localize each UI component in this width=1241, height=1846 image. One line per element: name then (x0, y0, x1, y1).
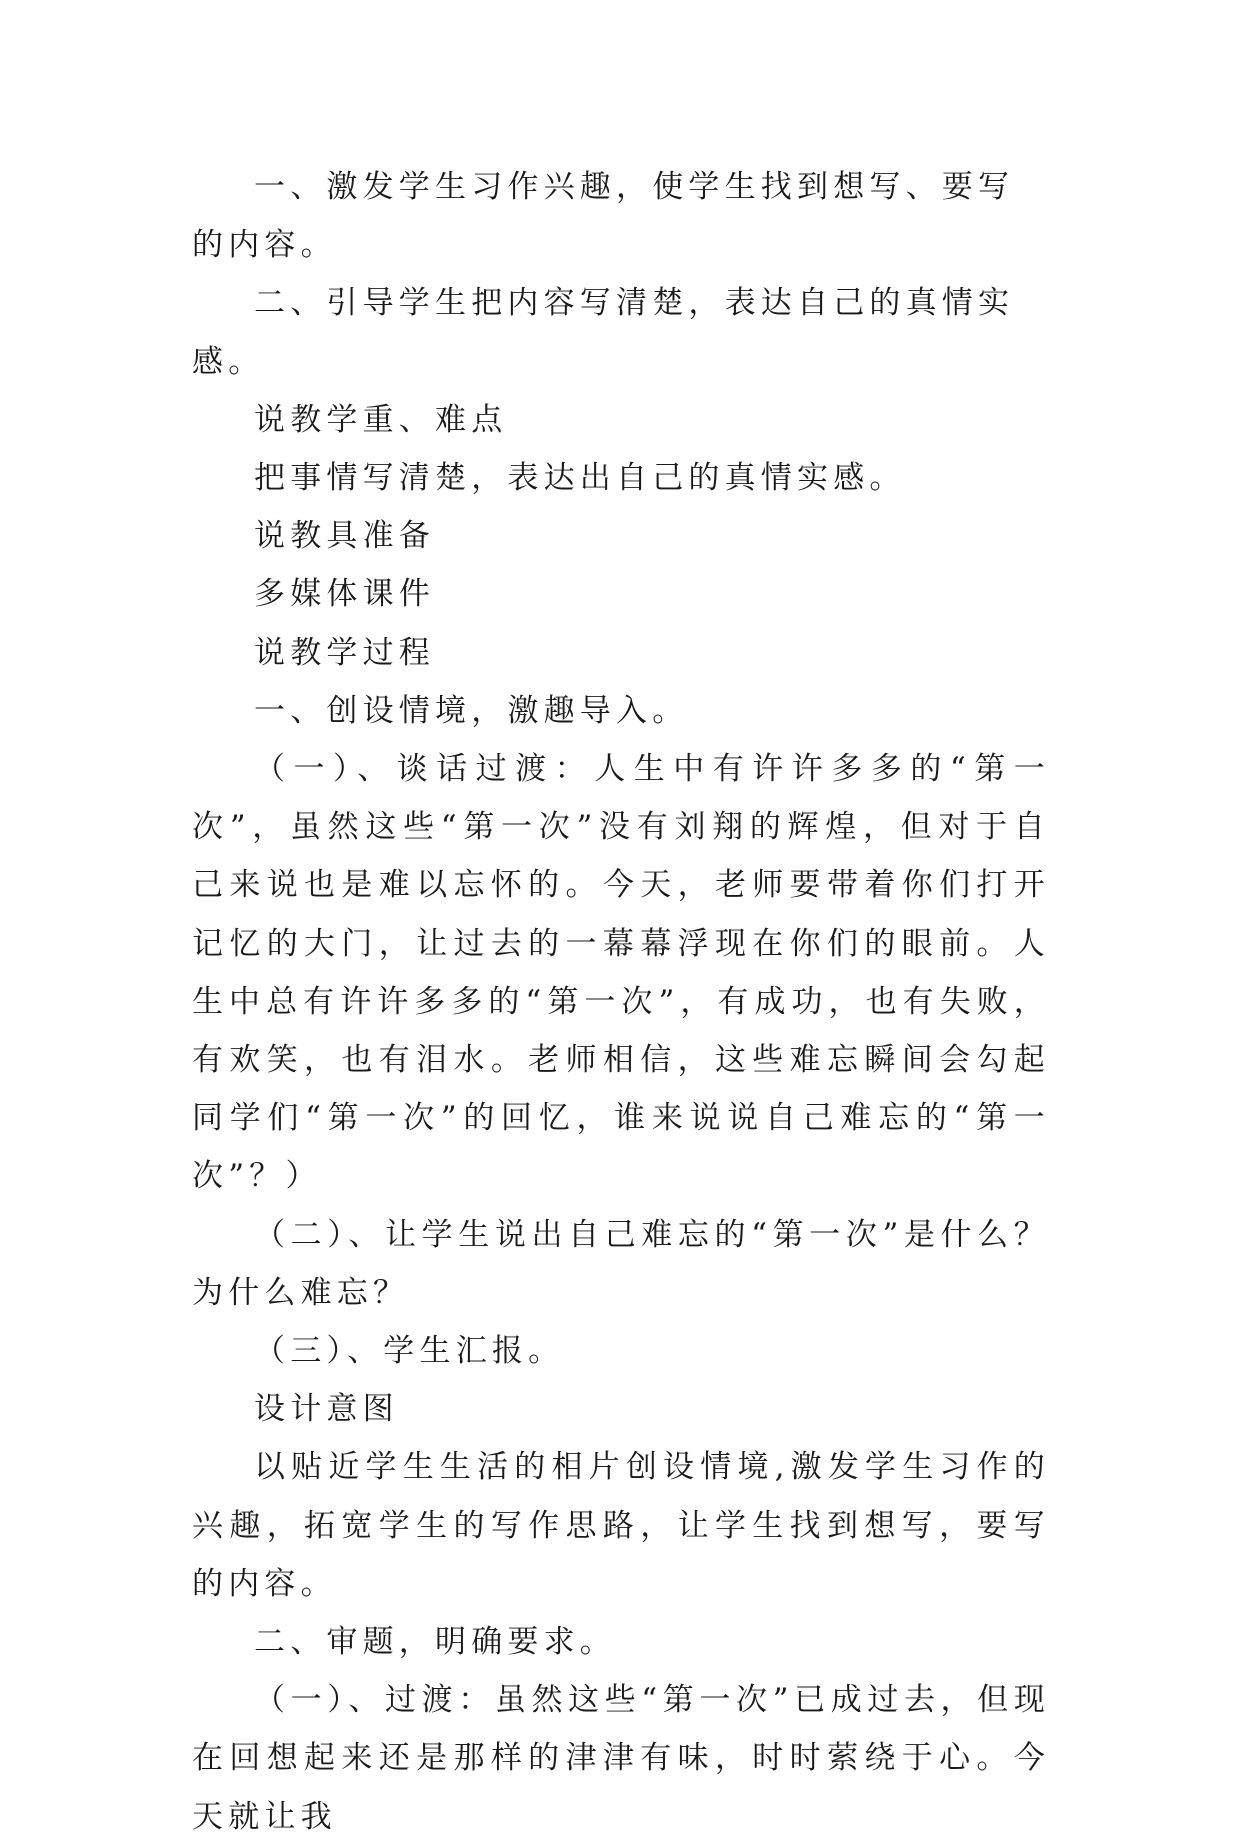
objective-2: 二、引导学生把内容写清楚，表达自己的真情实感。 (192, 285, 1015, 380)
key-points-text: 把事情写清楚，表达出自己的真情实感。 (254, 460, 906, 497)
process-step-1-part-3: （三）、学生汇报。 (254, 1333, 565, 1370)
heading-teaching-aids: 说教具准备 (254, 518, 435, 555)
process-step-2: 二、审题，明确要求。 (254, 1624, 616, 1661)
heading-key-points: 说教学重、难点 (254, 401, 508, 438)
process-step-1-part-1: （一）、谈话过渡：人生中有许许多多的“第一次”，虽然这些“第一次”没有刘翔的辉煌，但对于自己来说也是难以忘怀的。今天，老师要带着你们打开记忆的大门，让过去的一幕幕浮现在你们的眼前。人生中总有许许多多的“第一次”，有成功，也有失败，有欢笑，也有泪水。老师相信，这些难忘瞬间会勾起同学们“第一次”的回忆，谁来说说自己难忘的“第一次”？） (192, 751, 1050, 1195)
process-step-1: 一、创设情境，激趣导入。 (254, 692, 689, 729)
process-step-1-part-2: （二）、让学生说出自己难忘的“第一次”是什么？为什么难忘？ (192, 1216, 1050, 1311)
objective-1: 一、激发学生习作兴趣，使学生找到想写、要写的内容。 (192, 169, 1015, 264)
teaching-aids-text: 多媒体课件 (254, 576, 435, 613)
heading-design-intent: 设计意图 (254, 1391, 399, 1428)
document-page (192, 158, 1050, 1846)
heading-teaching-process: 说教学过程 (254, 634, 435, 671)
process-step-2-part-1: （一）、过渡：虽然这些“第一次”已成过去，但现在回想起来还是那样的津津有味，时时萦绕于心。今天就让我 (192, 1682, 1050, 1835)
design-intent-text: 以贴近学生生活的相片创设情境,激发学生习作的兴趣，拓宽学生的写作思路，让学生找到想写，要写的内容。 (192, 1449, 1050, 1602)
